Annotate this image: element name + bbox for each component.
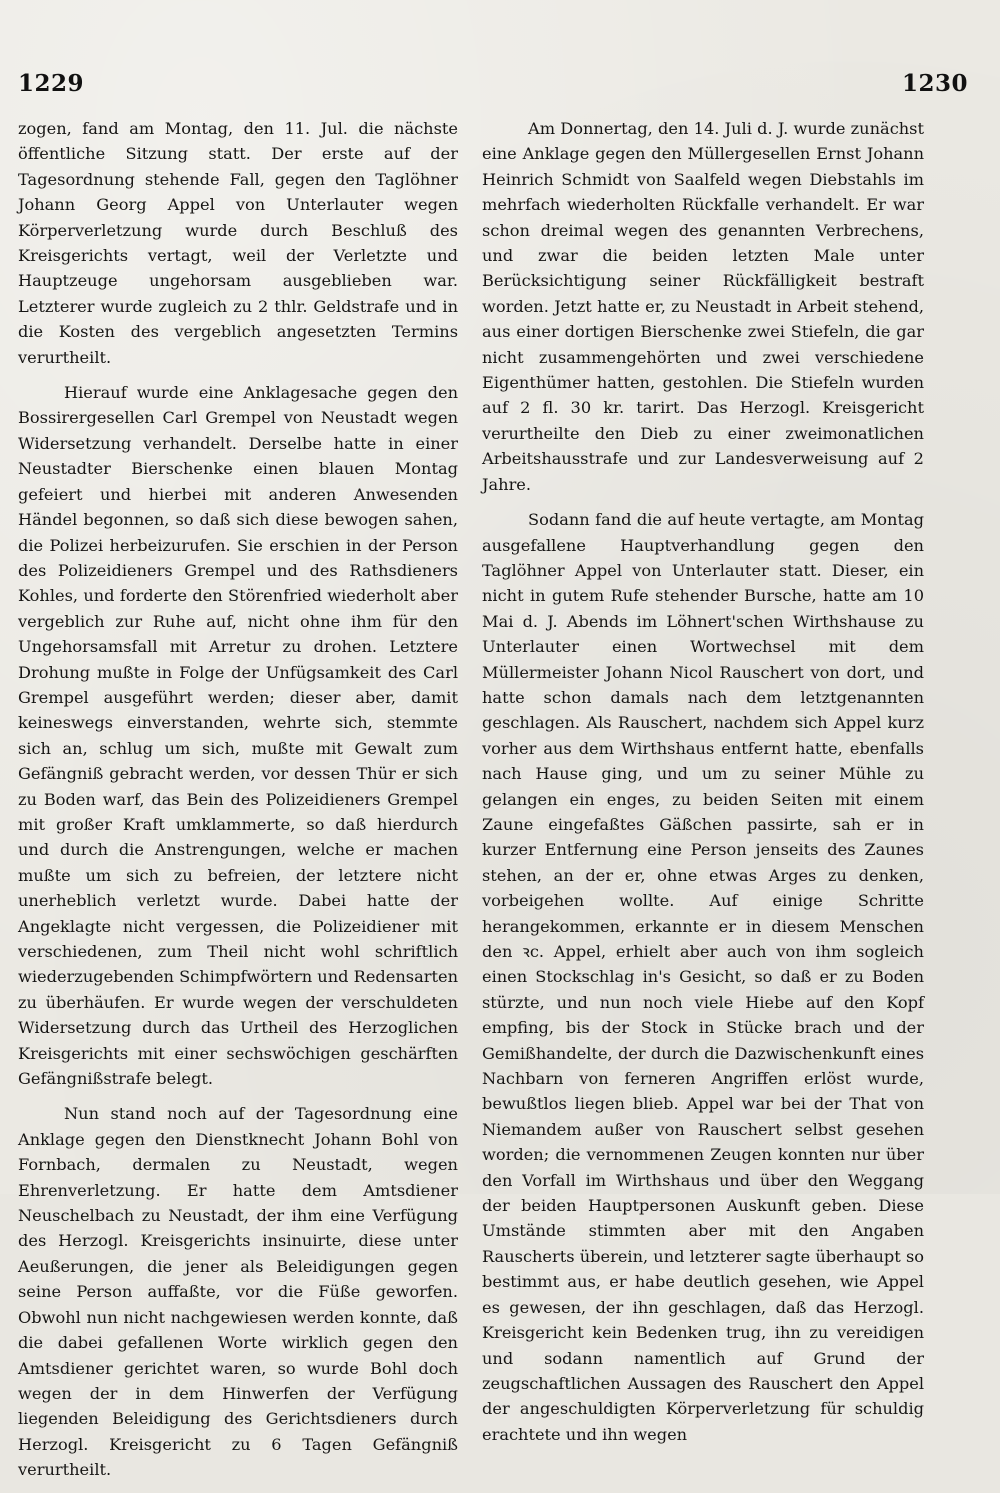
article-paragraph: Sodann fand die auf heute vertagte, am Montag ausgefallene Hauptverhandlung gegen den Taglöhner Appel von Unterlauter statt. Dieser, ein nicht in gutem Rufe stehender Bursche, hatte am 10 Mai d. J. Abends im Löhnert'schen Wirthshause zu Unterlauter einen Wortwechsel mit dem Müllermeister Johann Nicol Rauschert von dort, und hatte schon damals nach dem letztgenannten geschlagen. Als Rauschert, nachdem sich Appel kurz vorher aus dem Wirthshaus entfernt hatte, ebenfalls nach Hause ging, und um zu seiner Mühle zu gelangen ein enges, zu beiden Seiten mit einem Zaune eingefaßtes Gäßchen passirte, sah er in kurzer Entfernung eine Person jenseits des Zaunes stehen, an der er, ohne etwas Arges zu denken, vorbeigehen wollte. Auf einige Schritte herangekommen, erkannte er in diesem Menschen den ꝛc. Appel, erhielt aber auch von ihm sogleich einen Stockschlag in's Gesicht, so daß er zu Boden stürzte, und nun noch viele Hiebe auf den Kopf empfing, bis der Stock in Stücke brach und der Gemißhandelte, der durch die Dazwischenkunft eines Nachbarn von ferneren Angriffen erlöst wurde, bewußtlos liegen blieb. Appel war bei der That von Niemandem außer von Rauschert selbst gesehen worden; die vernommenen Zeugen konnten nur über den Vorfall im Wirthshaus und über den Weggang der beiden Hauptpersonen Auskunft geben. Diese Umstände stimmten aber mit den Angaben Rauscherts überein, und letzterer sagte überhaupt so bestimmt aus, er habe deutlich gesehen, wie Appel es gewesen, der ihn geschlagen, daß das Herzogl. Kreisgericht kein Bedenken trug, ihn zu vereidigen und sodann namentlich auf Grund der zeugschaftlichen Aussagen des Rauschert den Appel der angeschuldigten Körperverletzung für schuldig erachtete und ihn wegen	[482, 510, 924, 1444]
article-paragraph: Hierauf wurde eine Anklagesache gegen den Bossirergesellen Carl Grempel von Neustadt wegen Widersetzung verhandelt. Derselbe hatte in einer Neustadter Bierschenke einen blauen Montag gefeiert und hierbei mit anderen Anwesenden Händel begonnen, so daß sich diese bewogen sahen, die Polizei herbeizurufen. Sie erschien in der Person des Polizeidieners Grempel und des Rathsdieners Kohles, und forderte den Störenfried wiederholt aber vergeblich zur Ruhe auf, nicht ohne ihm für den Ungehorsamsfall mit Arretur zu drohen. Letztere Drohung mußte in Folge der Unfügsamkeit des Carl Grempel ausgeführt werden; dieser aber, damit keineswegs einverstanden, wehrte sich, stemmte sich an, schlug um sich, mußte mit Gewalt zum Gefängniß gebracht werden, vor dessen Thür er sich zu Boden warf, das Bein des Polizeidieners Grempel mit großer Kraft umklammerte, so daß hierdurch und durch die Anstrengungen, welche er machen mußte um sich zu befreien, der letztere nicht unerheblich verletzt wurde. Dabei hatte der Angeklagte nicht vergessen, die Polizeidiener mit verschiedenen, zum Theil nicht wohl schriftlich wiederzugebenden Schimpfwörtern und Redensarten zu überhäufen. Er wurde wegen der verschuldeten Widersetzung durch das Urtheil des Herzoglichen Kreisgerichts mit einer sechswöchigen geschärften Gefängnißstrafe belegt.	[18, 383, 458, 1089]
article-paragraph: Am Donnertag, den 14. Juli d. J. wurde zunächst eine Anklage gegen den Müllergesellen Ernst Johann Heinrich Schmidt von Saalfeld wegen Diebstahls im mehrfach wiederholten Rückfalle verhandelt. Er war schon dreimal wegen des genannten Verbrechens, und zwar die beiden letzten Male unter Berücksichtigung seiner Rückfälligkeit bestraft worden. Jetzt hatte er, zu Neustadt in Arbeit stehend, aus einer dortigen Bierschenke zwei Stiefeln, die gar nicht zusammengehörten und zwei verschiedene Eigenthümer hatten, gestohlen. Die Stiefeln wurden auf 2 fl. 30 kr. tarirt. Das Herzogl. Kreisgericht verurtheilte den Dieb zu einer zweimonatlichen Arbeitshausstrafe und zur Landesverweisung auf 2 Jahre.	[482, 119, 924, 494]
right-column	[482, 116, 924, 1457]
article-paragraph: zogen, fand am Montag, den 11. Jul. die nächste öffentliche Sitzung statt. Der erste auf der Tagesordnung stehende Fall, gegen den Taglöhner Johann Georg Appel von Unterlauter wegen Körperverletzung wurde durch Beschluß des Kreisgerichts vertagt, weil der Verletzte und Hauptzeuge ungehorsam ausgeblieben war. Letzterer wurde zugleich zu 2 thlr. Geldstrafe und in die Kosten des vergeblich angesetzten Termins verurtheilt.	[18, 119, 458, 367]
page-number-left: 1229	[18, 70, 85, 97]
page-number-right: 1230	[901, 70, 968, 97]
left-column	[18, 116, 458, 1493]
article-paragraph: Nun stand noch auf der Tagesordnung eine Anklage gegen den Dienstknecht Johann Bohl von Fornbach, dermalen zu Neustadt, wegen Ehrenverletzung. Er hatte dem Amtsdiener Neuschelbach zu Neustadt, der ihm eine Verfügung des Herzogl. Kreisgerichts insinuirte, diese unter Aeußerungen, die jener als Beleidigungen gegen seine Person auffaßte, vor die Füße geworfen. Obwohl nun nicht nachgewiesen werden konnte, daß die dabei gefallenen Worte wirklich gegen den Amtsdiener gerichtet waren, so wurde Bohl doch wegen der in dem Hinwerfen der Verfügung liegenden Beleidigung des Gerichtsdieners durch Herzogl. Kreisgericht zu 6 Tagen Gefängniß verurtheilt.	[18, 1104, 458, 1480]
